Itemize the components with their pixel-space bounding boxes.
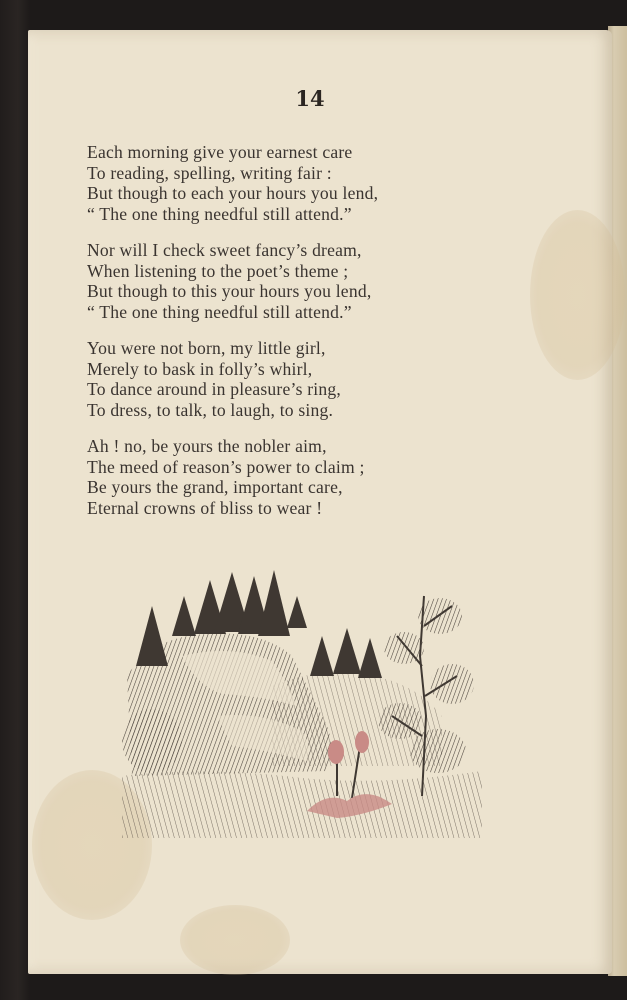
poem-line: To dance around in pleasure’s ring, bbox=[87, 379, 341, 399]
poem-line: Merely to bask in folly’s whirl, bbox=[87, 358, 313, 379]
poem-line: But though to each your hours you lend, bbox=[87, 183, 379, 203]
stanza bbox=[87, 142, 507, 224]
poem bbox=[87, 142, 507, 534]
poem-line: Ah ! no, be yours the nobler aim, bbox=[87, 436, 327, 456]
poem-line: Each morning give your earnest care bbox=[87, 142, 353, 162]
stanza bbox=[87, 240, 507, 322]
poem-line: You were not born, my little girl, bbox=[87, 338, 326, 358]
poem-line: Nor will I check sweet fancy’s dream, bbox=[87, 240, 362, 260]
poem-line: “ The one thing needful still attend.” bbox=[87, 301, 352, 322]
poem-line: To dress, to talk, to laugh, to sing. bbox=[87, 399, 334, 420]
poem-line: Eternal crowns of bliss to wear ! bbox=[87, 497, 323, 518]
bush bbox=[122, 709, 182, 773]
poem-line: But though to this your hours you lend, bbox=[87, 281, 372, 301]
poem-line: “ The one thing needful still attend.” bbox=[87, 203, 352, 224]
poem-line: To reading, spelling, writing fair : bbox=[87, 162, 332, 183]
poem-line: When listening to the poet’s theme ; bbox=[87, 260, 349, 281]
page-number: 14 bbox=[295, 86, 325, 111]
poem-line: Be yours the grand, important care, bbox=[87, 477, 343, 497]
stanza bbox=[87, 436, 507, 518]
water-stain bbox=[180, 905, 290, 975]
woodcut-illustration bbox=[122, 566, 482, 838]
poem-line: The meed of reason’s power to claim ; bbox=[87, 456, 365, 477]
stanza bbox=[87, 338, 507, 420]
water-stain bbox=[530, 210, 625, 380]
ground bbox=[122, 771, 482, 838]
